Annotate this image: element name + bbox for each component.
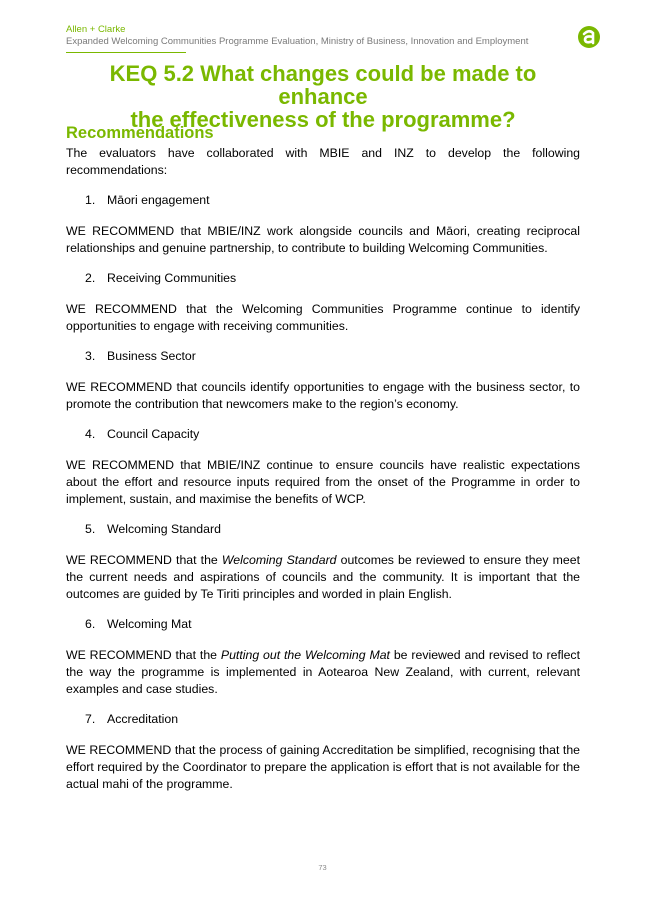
section-heading: Recommendations [66,124,214,142]
recommendation-heading: Māori engagement [107,193,210,207]
list-item: 1. Māori engagement [85,193,210,207]
recommendation-heading: Council Capacity [107,427,200,441]
report-subtitle: Expanded Welcoming Communities Programme Evaluation, Ministry of Business, Innovation and Employment [66,36,529,47]
recommendation-body: WE RECOMMEND that councils identify opportunities to engage with the business sector, to promote the contribution that newcomers make to the region’s economy. [66,380,580,411]
recommendation-heading: Welcoming Standard [107,522,221,536]
recommendation-body: WE RECOMMEND that MBIE/INZ continue to ensure councils have realistic expectations about the effort and resource inputs required from the onset of the Programme in order to implement, sustain, and maximise the benefits of WCP. [66,458,580,506]
list-item: 7. Accreditation [85,712,179,726]
title-line-2: the effectiveness of the programme? [130,107,516,132]
main-content [66,145,580,793]
title-line-1: KEQ 5.2 What changes could be made to enhance [109,61,537,109]
recommendation-body: WE RECOMMEND that the Putting out the Welcoming Mat be reviewed and revised to reflect the way the programme is implemented in Aotearoa New Zealand, with current, relevant examples and case studies. [66,648,581,696]
list-item: 2. Receiving Communities [85,271,237,285]
recommendation-heading: Welcoming Mat [107,617,192,631]
page-title [66,62,580,131]
intro-paragraph: The evaluators have collaborated with MBIE and INZ to develop the following recommendations: [66,146,580,177]
page-header [66,24,586,53]
list-item: 6. Welcoming Mat [85,617,192,631]
recommendation-heading: Receiving Communities [107,271,237,285]
list-item: 5. Welcoming Standard [85,522,221,536]
page-number: 73 [318,863,327,872]
document-title-italic: Welcoming Standard [221,553,337,567]
recommendation-heading: Business Sector [107,349,196,363]
header-rule [66,52,186,53]
document-title-italic: Putting out the Welcoming Mat [220,648,390,662]
allen-clarke-logo-icon [577,24,601,50]
recommendation-body: WE RECOMMEND that the Welcoming Communities Programme continue to identify opportunities to engage with receiving communities. [66,302,580,333]
recommendation-body: WE RECOMMEND that the Welcoming Standard outcomes be reviewed to ensure they meet the current needs and aspirations of councils and the community. It is important that the outcomes are guided by Te Tiriti principles and worded in plain English. [66,553,580,601]
list-item: 4. Council Capacity [85,427,200,441]
recommendation-body: WE RECOMMEND that MBIE/INZ work alongside councils and Māori, creating reciprocal relationships and genuine partnership, to contribute to building Welcoming Communities. [66,224,580,255]
recommendation-body: WE RECOMMEND that the process of gaining Accreditation be simplified, recognising that the effort required by the Coordinator to prepare the application is effort that is not available for the actual mahi of the programme. [66,743,580,791]
list-item: 3. Business Sector [85,349,196,363]
org-name: Allen + Clarke [66,24,126,35]
recommendation-heading: Accreditation [107,712,179,726]
